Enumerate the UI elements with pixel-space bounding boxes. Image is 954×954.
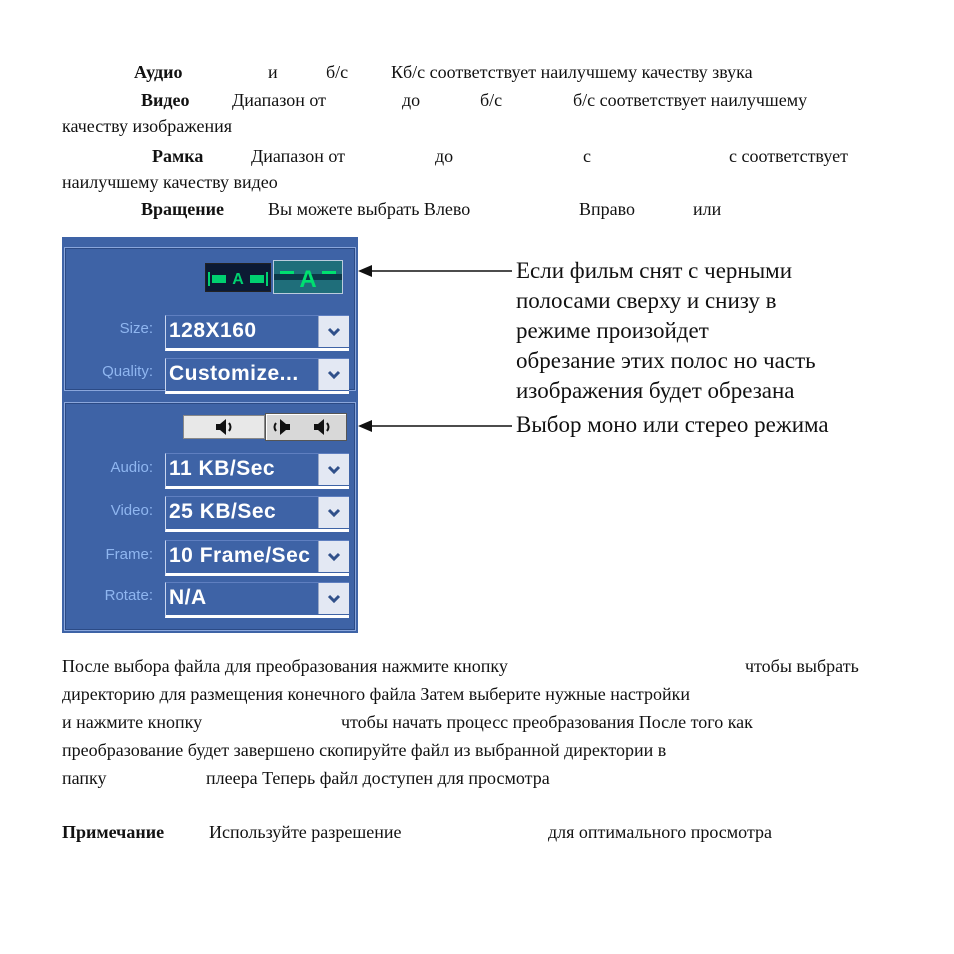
frame-label: Frame: [105,546,153,563]
arrow-left-icon [356,417,516,435]
svg-text:A: A [232,271,244,288]
frame-word-s: с [583,146,591,166]
quality-select[interactable] [165,358,349,394]
frame-select[interactable] [165,540,349,576]
crop-annotation-line-3: режиме произойдет [516,318,709,343]
video-select[interactable] [165,496,349,532]
bottom-text-line-3b: чтобы начать процесс преобразования После того как [341,712,753,732]
video-word-bs: б/с [480,90,503,110]
audio-select[interactable] [165,453,349,489]
note-text: Используйте разрешение [209,822,402,842]
video-word-to: до [402,90,421,110]
audio-dropdown-button[interactable] [318,454,349,485]
frame-value: 10 Frame/Sec [169,544,311,567]
crop-annotation-line-2: полосами сверху и снизу в [516,288,777,313]
letterbox-icon [206,264,270,291]
chevron-down-icon [327,370,341,380]
stereo-annotation: Выбор моно или стерео режима [516,412,829,437]
bottom-text-line-5: папку [62,768,107,788]
bottom-text-line-1: После выбора файла для преобразования нажмите кнопку [62,656,508,676]
rotate-word-right: Вправо [579,199,636,219]
size-value: 128X160 [169,319,257,342]
video-text: б/с соответствует наилучшему [573,90,808,110]
size-label: Size: [119,320,153,337]
frame-word-to: до [435,146,454,166]
video-text-cont: качеству изображения [62,116,232,136]
bottom-text-line-1b: чтобы выбрать [745,656,859,676]
bottom-text-line-4: преобразование будет завершено скопируйте файл из выбранной директории в [62,740,667,760]
arrow-left-icon [356,262,516,280]
settings-panel [62,237,358,633]
audio-label: Audio: [110,459,153,476]
crop-annotation-line-4: обрезание этих полос но часть [516,348,816,373]
crop-icon [274,261,342,293]
quality-label: Quality: [102,363,153,380]
video-word-range: Диапазон от [232,90,327,110]
speaker-mono-icon [184,416,264,438]
svg-text:A: A [299,266,317,293]
chevron-down-icon [327,552,341,562]
chevron-down-icon [327,327,341,337]
stereo-button[interactable] [265,413,347,441]
video-label: Video: [110,502,153,519]
frame-heading: Рамка [152,146,204,166]
video-value: 25 KB/Sec [169,500,277,523]
frame-text: с соответствует [729,146,848,166]
audio-text: Кб/с соответствует наилучшему качеству звука [391,62,753,82]
audio-value: 11 KB/Sec [169,457,276,480]
video-settings-section [64,247,356,391]
video-dropdown-button[interactable] [318,497,349,528]
frame-dropdown-button[interactable] [318,541,349,572]
rotate-label: Rotate: [104,587,153,604]
mono-button[interactable] [183,415,265,439]
crop-annotation-line-1: Если фильм снят с черными [516,258,793,283]
chevron-down-icon [327,465,341,475]
note-heading: Примечание [62,822,165,842]
audio-word-bs: б/с [326,62,349,82]
bottom-text-line-2: директорию для размещения конечного файла Затем выберите нужные настройки [62,684,690,704]
bottom-text-line-3: и нажмите кнопку [62,712,203,732]
size-select[interactable] [165,315,349,351]
rotate-value: N/A [169,586,207,609]
rotate-text: Вы можете выбрать Влево [268,199,471,219]
audio-video-settings-section [64,402,356,631]
speaker-stereo-icon [266,414,346,440]
note-text-cont: для оптимального просмотра [548,822,773,842]
rotate-select[interactable] [165,582,349,618]
rotate-dropdown-button[interactable] [318,583,349,614]
letterbox-mode-button[interactable] [205,263,271,292]
size-dropdown-button[interactable] [318,316,349,347]
chevron-down-icon [327,594,341,604]
rotate-heading: Вращение [141,199,224,219]
chevron-down-icon [327,508,341,518]
bottom-text-line-5b: плеера Теперь файл доступен для просмотра [206,768,550,788]
audio-word-and: и [268,62,278,82]
rotate-word-or: или [693,199,722,219]
frame-text-cont: наилучшему качеству видео [62,172,278,192]
quality-value: Customize... [169,362,299,385]
video-heading: Видео [141,90,190,110]
crop-mode-button[interactable] [273,260,343,294]
audio-heading: Аудио [134,62,183,82]
quality-dropdown-button[interactable] [318,359,349,390]
frame-word-range: Диапазон от [251,146,346,166]
crop-annotation-line-5: изображения будет обрезана [516,378,795,403]
